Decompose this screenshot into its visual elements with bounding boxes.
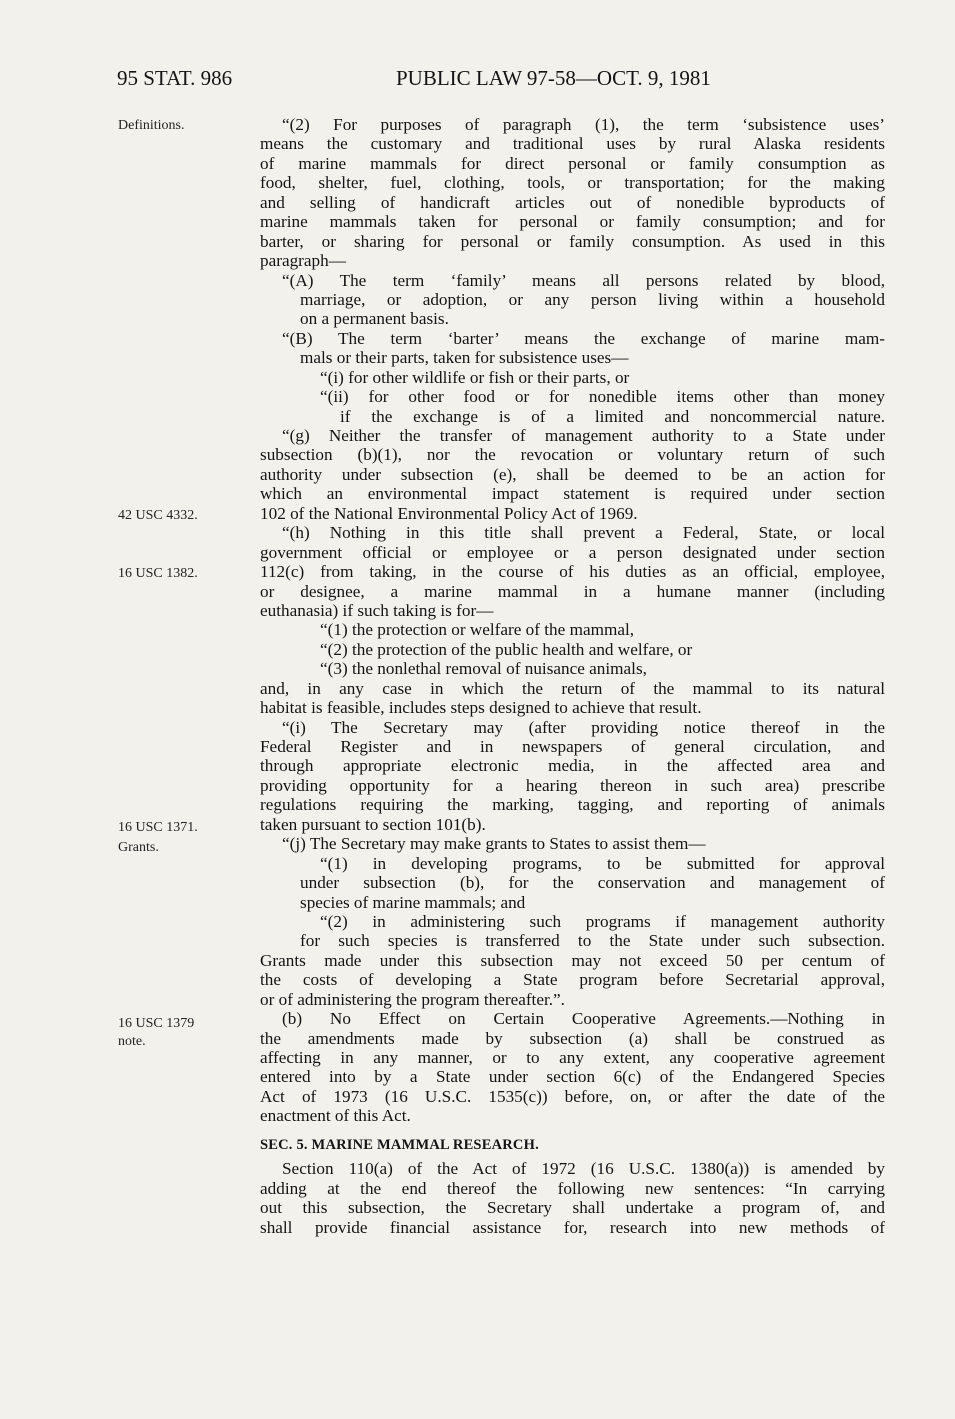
text-line: “(h) Nothing in this title shall prevent a Federal, State, or local (282, 523, 885, 543)
text-line: mals or their parts, taken for subsistence uses— (300, 348, 629, 368)
text-line: Federal Register and in newspapers of general circulation, and (260, 737, 885, 756)
document-body (260, 115, 885, 1237)
text-line: subsection (b)(1), nor the revocation or voluntary return of such (260, 445, 885, 465)
text-line: or designee, a marine mammal in a humane manner (including (260, 581, 885, 601)
text-line: authority under subsection (e), shall be deemed to be an action for (260, 464, 885, 484)
text-line: food, shelter, fuel, clothing, tools, or transportation; for the making (260, 173, 885, 193)
margin-note-42-usc-4332: 42 USC 4332. (118, 508, 198, 523)
text-line: the costs of developing a State program before Secretarial approval, (260, 970, 885, 990)
text-line: for such species is transferred to the State under such subsection. (300, 931, 885, 951)
margin-note-16-usc-1379: 16 USC 1379 (118, 1016, 195, 1031)
text-line: Section 110(a) of the Act of 1972 (16 U.S.C. 1380(a)) is amended by (282, 1159, 885, 1179)
margin-note-16-usc-1371: 16 USC 1371. (118, 820, 198, 835)
text-line: “(1) the protection or welfare of the mammal, (320, 620, 635, 640)
text-line: “(i) for other wildlife or fish or their parts, or (320, 367, 630, 387)
text-line: “(2) the protection of the public health and welfare, or (320, 639, 693, 659)
text-line: “(2) For purposes of paragraph (1), the term ‘subsistence uses’ (282, 115, 885, 134)
text-line: shall provide financial assistance for, research into new methods of (260, 1217, 885, 1237)
text-line: affecting in any manner, or to any extent, any cooperative agreement (260, 1048, 885, 1067)
stat-citation: 95 STAT. 986 (117, 66, 233, 90)
text-line: species of marine mammals; and (300, 892, 526, 912)
text-line: taken pursuant to section 101(b). (260, 814, 486, 834)
text-line: marriage, or adoption, or any person living within a household (300, 289, 885, 309)
text-line: of marine mammals for direct personal or family consumption as (260, 153, 885, 173)
text-line: paragraph— (260, 251, 346, 271)
text-line: means the customary and traditional uses by rural Alaska residents (260, 134, 885, 154)
public-law-title: PUBLIC LAW 97-58—OCT. 9, 1981 (396, 66, 711, 90)
text-line: “(A) The term ‘family’ means all persons related by blood, (282, 270, 885, 290)
text-line: and, in any case in which the return of the mammal to its natural (260, 678, 885, 698)
text-line: or of administering the program thereafter.”. (260, 989, 565, 1009)
text-line: providing opportunity for a hearing thereon in such area) prescribe (260, 775, 885, 795)
margin-note-grants: Grants. (118, 840, 159, 855)
text-line: euthanasia) if such taking is for— (260, 600, 494, 620)
text-line: enactment of this Act. (260, 1106, 411, 1126)
text-line: “(ii) for other food or for nonedible items other than money (320, 387, 885, 407)
text-line: “(B) The term ‘barter’ means the exchange of marine mam- (282, 328, 885, 348)
text-line: and selling of handicraft articles out of nonedible byproducts of (260, 192, 885, 212)
text-line: regulations requiring the marking, tagging, and reporting of animals (260, 795, 885, 815)
margin-note-note: note. (118, 1034, 146, 1049)
text-line: if the exchange is of a limited and noncommercial nature. (340, 406, 885, 426)
text-line: marine mammals taken for personal or family consumption; and for (260, 212, 885, 232)
text-line: Act of 1973 (16 U.S.C. 1535(c)) before, on, or after the date of the (260, 1086, 885, 1106)
text-line: 112(c) from taking, in the course of his duties as an official, employee, (260, 562, 885, 582)
margin-note-definitions: Definitions. (118, 118, 185, 133)
text-line: (b) No Effect on Certain Cooperative Agreements.—Nothing in (282, 1009, 885, 1029)
text-line: habitat is feasible, includes steps designed to achieve that result. (260, 698, 702, 718)
text-line: government official or employee or a person designated under section (260, 542, 885, 562)
text-line: under subsection (b), for the conservation and management of (300, 873, 885, 893)
text-line: entered into by a State under section 6(c) of the Endangered Species (260, 1067, 885, 1087)
text-line: “(3) the nonlethal removal of nuisance animals, (320, 659, 647, 679)
text-line: out this subsection, the Secretary shall undertake a program of, and (260, 1198, 885, 1218)
section-heading: SEC. 5. MARINE MAMMAL RESEARCH. (260, 1136, 539, 1153)
text-line: adding at the end thereof the following new sentences: “In carrying (260, 1178, 885, 1198)
text-line: through appropriate electronic media, in the affected area and (260, 756, 885, 776)
text-line: the amendments made by subsection (a) shall be construed as (260, 1028, 885, 1048)
page-header (0, 62, 955, 96)
text-line: “(g) Neither the transfer of management authority to a State under (282, 426, 885, 445)
text-line: which an environmental impact statement is required under section (260, 484, 885, 504)
text-line: barter, or sharing for personal or family consumption. As used in this (260, 231, 885, 251)
text-line: Grants made under this subsection may not exceed 50 per centum of (260, 950, 885, 970)
margin-note-16-usc-1382: 16 USC 1382. (118, 566, 198, 581)
text-line: “(i) The Secretary may (after providing notice thereof in the (282, 717, 885, 737)
text-line: “(2) in administering such programs if management authority (320, 911, 885, 931)
text-line: “(j) The Secretary may make grants to States to assist them— (282, 834, 706, 854)
text-line: on a permanent basis. (300, 309, 449, 329)
text-line: “(1) in developing programs, to be submitted for approval (320, 853, 885, 873)
text-line: 102 of the National Environmental Policy Act of 1969. (260, 503, 638, 523)
